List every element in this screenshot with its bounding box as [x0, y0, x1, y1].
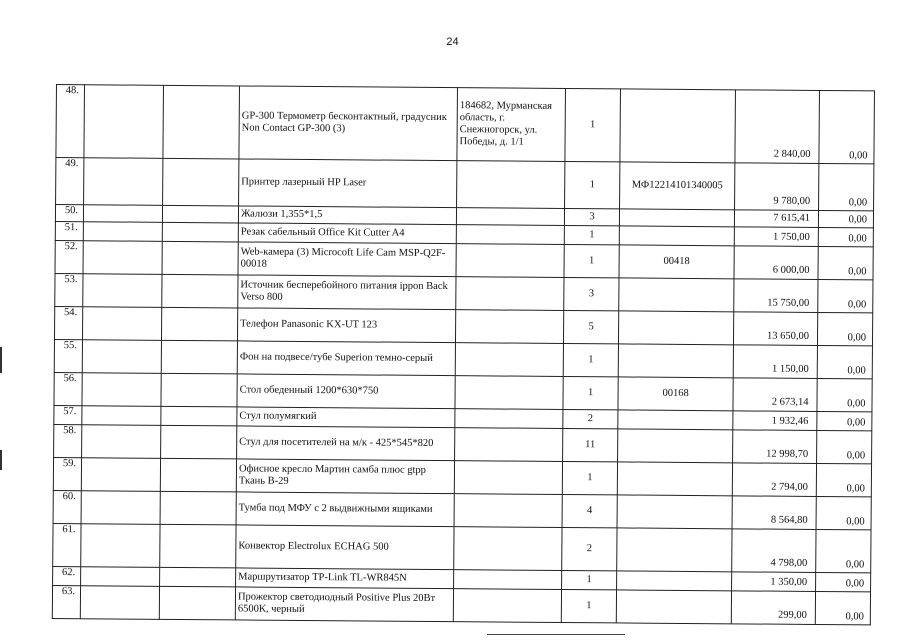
item-depreciation: 0,00 [817, 378, 872, 411]
item-depreciation: 0,00 [817, 430, 872, 463]
item-quantity: 2 [562, 527, 617, 570]
left-margin-mark [0, 347, 2, 373]
row-number: 50. [55, 205, 83, 222]
item-quantity: 1 [563, 376, 618, 409]
item-address [456, 244, 564, 278]
item-address [454, 570, 562, 590]
blank-cell [160, 567, 236, 587]
blank-cell [161, 340, 237, 374]
blank-cell [84, 158, 163, 206]
item-depreciation: 0,00 [816, 572, 871, 591]
item-address [455, 343, 563, 377]
item-quantity: 5 [563, 310, 618, 343]
item-quantity: 1 [563, 343, 618, 376]
item-name: Конвектор Electrolux ECHAG 500 [236, 525, 454, 570]
item-depreciation: 0,00 [816, 463, 871, 496]
item-address: 184682, Мурманская область, г. Снежногорск, ул. Победы, д. 1/1 [457, 88, 566, 162]
item-quantity: 1 [562, 570, 617, 589]
row-number: 63. [52, 585, 80, 618]
item-name: Резак сабельный Office Kit Cutter A4 [238, 223, 456, 244]
item-name: Стул для посетителей на м/к - 425*545*820 [237, 426, 455, 461]
blank-cell [81, 567, 160, 587]
item-cost: 15 750,00 [734, 279, 818, 313]
row-number: 57. [54, 405, 82, 424]
blank-cell [82, 307, 161, 341]
table-row [56, 85, 875, 164]
item-cost: 8 564,80 [732, 496, 816, 530]
item-depreciation: 0,00 [816, 529, 871, 572]
item-quantity: 4 [562, 494, 617, 527]
item-depreciation: 0,00 [816, 496, 871, 529]
blank-cell [162, 205, 238, 223]
inventory-number [616, 590, 731, 624]
item-cost: 299,00 [731, 591, 815, 625]
item-depreciation: 0,00 [818, 210, 873, 227]
item-name: Прожектор светодиодный Positive Plus 20Вт 6500К, черный [235, 587, 453, 622]
item-name: Тумба под МФУ с 2 выдвижными ящиками [236, 492, 454, 527]
row-number: 56. [54, 372, 82, 405]
item-name: Источник бесперебойного питания ippon Back Verso 800 [238, 275, 456, 310]
inventory-number [618, 410, 733, 430]
blank-cell [84, 85, 164, 159]
item-address [456, 208, 564, 226]
blank-cell [161, 425, 237, 459]
item-address [456, 225, 564, 245]
item-cost: 2 840,00 [735, 90, 820, 164]
item-cost: 9 780,00 [735, 163, 819, 211]
blank-cell [159, 586, 235, 620]
inventory-number [617, 528, 732, 572]
item-depreciation: 0,00 [818, 279, 873, 312]
footer-rule [487, 634, 625, 635]
item-quantity: 1 [562, 461, 617, 494]
blank-cell [161, 307, 237, 341]
item-cost: 7 615,41 [734, 210, 818, 228]
blank-cell [82, 406, 161, 426]
blank-cell [81, 524, 160, 568]
item-depreciation: 0,00 [817, 411, 872, 430]
item-address [454, 527, 562, 571]
blank-cell [83, 274, 162, 308]
blank-cell [81, 458, 160, 492]
item-cost: 1 750,00 [734, 227, 818, 247]
item-address [453, 589, 561, 623]
blank-cell [160, 491, 236, 525]
item-cost: 12 998,70 [733, 430, 817, 464]
row-number: 49. [56, 158, 84, 205]
item-quantity: 1 [564, 244, 619, 277]
inventory-number [618, 429, 733, 463]
item-address [456, 277, 564, 311]
item-cost: 1 150,00 [733, 345, 817, 379]
item-depreciation: 0,00 [817, 312, 872, 345]
blank-cell [83, 241, 162, 275]
blank-cell [161, 406, 237, 426]
blank-cell [163, 85, 240, 159]
inventory-number [619, 209, 734, 227]
blank-cell [81, 491, 160, 525]
item-name: Телефон Panasonic KX-UT 123 [237, 308, 455, 343]
blank-cell [83, 205, 162, 223]
item-address [455, 409, 563, 429]
inventory-table [52, 84, 875, 625]
item-name: Стул полумягкий [237, 407, 455, 428]
inventory-number [618, 344, 733, 378]
item-name: Офисное кресло Мартин самба плюс gtpp Ткань В-29 [236, 459, 454, 494]
item-name: Фон на подвесе/тубе Superion темно-серый [237, 341, 455, 376]
item-name: GP-300 Термометр бесконтактный, градусник Non Contact GP-300 (3) [239, 86, 458, 161]
blank-cell [80, 586, 159, 620]
item-cost: 2 673,14 [733, 378, 817, 412]
item-address [455, 376, 563, 410]
item-quantity: 1 [565, 161, 620, 208]
item-name: Жалюзи 1,355*1,5 [238, 206, 456, 225]
blank-cell [162, 241, 238, 275]
inventory-number [618, 311, 733, 345]
inventory-number [619, 226, 734, 246]
blank-cell [82, 425, 161, 459]
item-quantity: 1 [565, 89, 621, 162]
item-depreciation: 0,00 [819, 90, 875, 163]
item-cost: 1 350,00 [732, 572, 816, 592]
inventory-number [617, 495, 732, 529]
item-quantity: 1 [561, 589, 616, 622]
inventory-number [617, 462, 732, 496]
blank-cell [160, 524, 236, 568]
item-address [457, 161, 565, 209]
item-depreciation: 0,00 [818, 227, 873, 246]
item-quantity: 3 [564, 277, 619, 310]
blank-cell [83, 222, 162, 242]
table-row [52, 585, 870, 624]
item-quantity: 1 [564, 225, 619, 244]
item-address [455, 428, 563, 462]
blank-cell [163, 158, 239, 206]
blank-cell [162, 222, 238, 242]
item-name: Стол обеденный 1200*630*750 [237, 374, 455, 409]
item-address [455, 310, 563, 344]
item-cost: 2 794,00 [732, 463, 816, 497]
row-number: 52. [55, 240, 83, 273]
item-depreciation: 0,00 [817, 345, 872, 378]
item-address [454, 494, 562, 528]
item-name: Принтер лазерный HP Laser [239, 159, 457, 208]
row-number: 59. [53, 457, 81, 490]
row-number: 58. [54, 424, 82, 457]
row-number: 55. [54, 339, 82, 372]
item-cost: 13 650,00 [733, 312, 817, 346]
blank-cell [161, 373, 237, 407]
blank-cell [162, 274, 238, 308]
item-quantity: 11 [563, 428, 618, 461]
inventory-number [620, 89, 736, 163]
row-number: 61. [53, 523, 81, 566]
row-number: 51. [55, 221, 83, 240]
left-margin-mark [0, 450, 2, 470]
blank-cell [82, 373, 161, 407]
page-number: 24 [446, 36, 459, 48]
item-address [454, 461, 562, 495]
row-number: 62. [53, 566, 81, 585]
row-number: 53. [55, 273, 83, 306]
item-depreciation: 0,00 [818, 246, 873, 279]
item-depreciation: 0,00 [815, 591, 870, 624]
inventory-number [617, 571, 732, 591]
blank-cell [82, 340, 161, 374]
inventory-number: 00168 [618, 377, 733, 411]
item-cost: 6 000,00 [734, 246, 818, 280]
inventory-table-body [52, 85, 874, 625]
item-quantity: 2 [563, 409, 618, 428]
item-name: Web-камера (3) Microcoft Life Cam MSP-Q2F-00018 [238, 242, 456, 277]
item-cost: 4 798,00 [732, 529, 816, 573]
item-cost: 1 932,46 [733, 411, 817, 431]
item-depreciation: 0,00 [819, 163, 874, 210]
item-quantity: 3 [564, 208, 619, 225]
inventory-number [619, 278, 734, 312]
item-name: Маршрутизатор TP-Link TL-WR845N [236, 568, 454, 589]
row-number: 48. [56, 85, 85, 158]
table-row [56, 158, 874, 211]
row-number: 60. [53, 490, 81, 523]
inventory-number: МФ12214101340005 [620, 162, 735, 210]
table-row [53, 523, 871, 572]
blank-cell [160, 458, 236, 492]
row-number: 54. [54, 306, 82, 339]
inventory-number: 00418 [619, 245, 734, 279]
